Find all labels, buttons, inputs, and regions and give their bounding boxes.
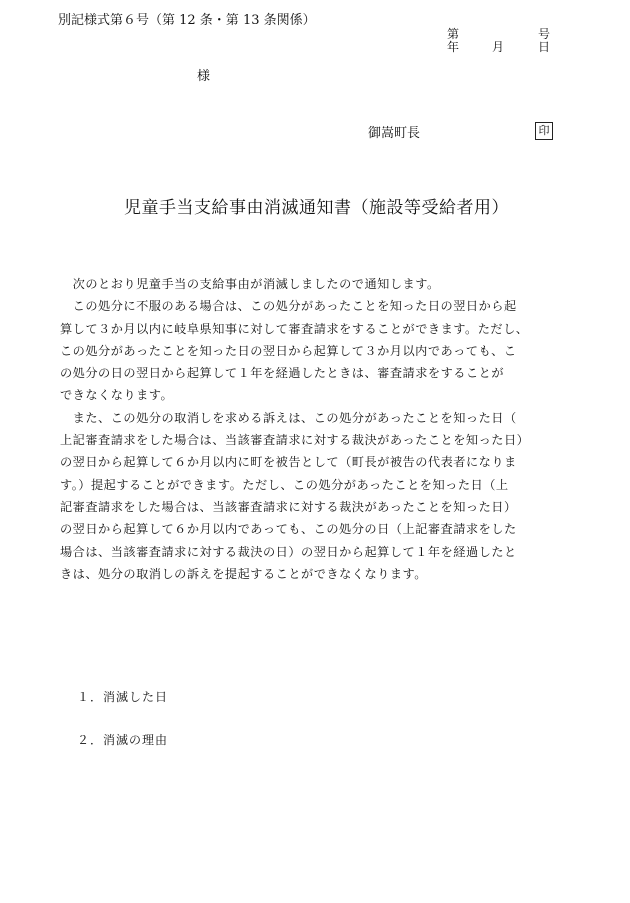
seal-mark: 印	[535, 122, 553, 140]
notice-body	[60, 273, 560, 585]
date-month-label: 月	[492, 40, 505, 54]
issuer-name: 御嵩町長	[368, 126, 421, 141]
body-line: 場合は、当該審査請求に対する裁決の日）の翌日から起算して１年を経過したと	[60, 544, 517, 559]
body-line: の翌日から起算して６か月以内に町を被告として（町長が被告の代表者になりま	[60, 455, 517, 470]
body-line: の翌日から起算して６か月以内であっても、この処分の日（上記審査請求をした	[60, 522, 517, 537]
body-line: この処分があったことを知った日の翌日から起算して３か月以内であっても、こ	[60, 343, 517, 358]
body-line: 記審査請求をした場合は、当該審査請求に対する裁決があったことを知った日）	[60, 499, 517, 514]
body-line: 上記審査請求をした場合は、当該審査請求に対する裁決があったことを知った日）	[60, 433, 530, 448]
body-line: す。）提起することができます。ただし、この処分があったことを知った日（上	[60, 477, 509, 492]
body-line: できなくなります。	[60, 388, 174, 403]
document-number-suffix: 号	[538, 27, 551, 41]
addressee-honorific: 様	[197, 69, 211, 84]
item-extinction-date: １．消滅した日	[77, 690, 169, 704]
body-line: の処分の日の翌日から起算して１年を経過したときは、審査請求をすることが	[60, 366, 505, 381]
date-day-label: 日	[538, 40, 551, 54]
item-extinction-reason: ２．消滅の理由	[77, 733, 169, 747]
body-line: きは、処分の取消しの訴えを提起することができなくなります。	[60, 566, 427, 581]
body-line: この処分に不服のある場合は、この処分があったことを知った日の翌日から起	[60, 299, 517, 314]
document-title: 児童手当支給事由消滅通知書（施設等受給者用）	[124, 198, 509, 218]
document-number-label: 第	[447, 27, 460, 41]
body-line: また、この処分の取消しを求める訴えは、この処分があったことを知った日（	[60, 410, 517, 425]
body-line: 算して３か月以内に岐阜県知事に対して審査請求をすることができます。ただし、	[60, 321, 529, 336]
body-line: 次のとおり児童手当の支給事由が消滅しましたので通知します。	[60, 277, 440, 291]
date-year-label: 年	[447, 40, 460, 54]
form-label: 別記様式第６号（第 12 条・第 13 条関係）	[58, 13, 316, 28]
